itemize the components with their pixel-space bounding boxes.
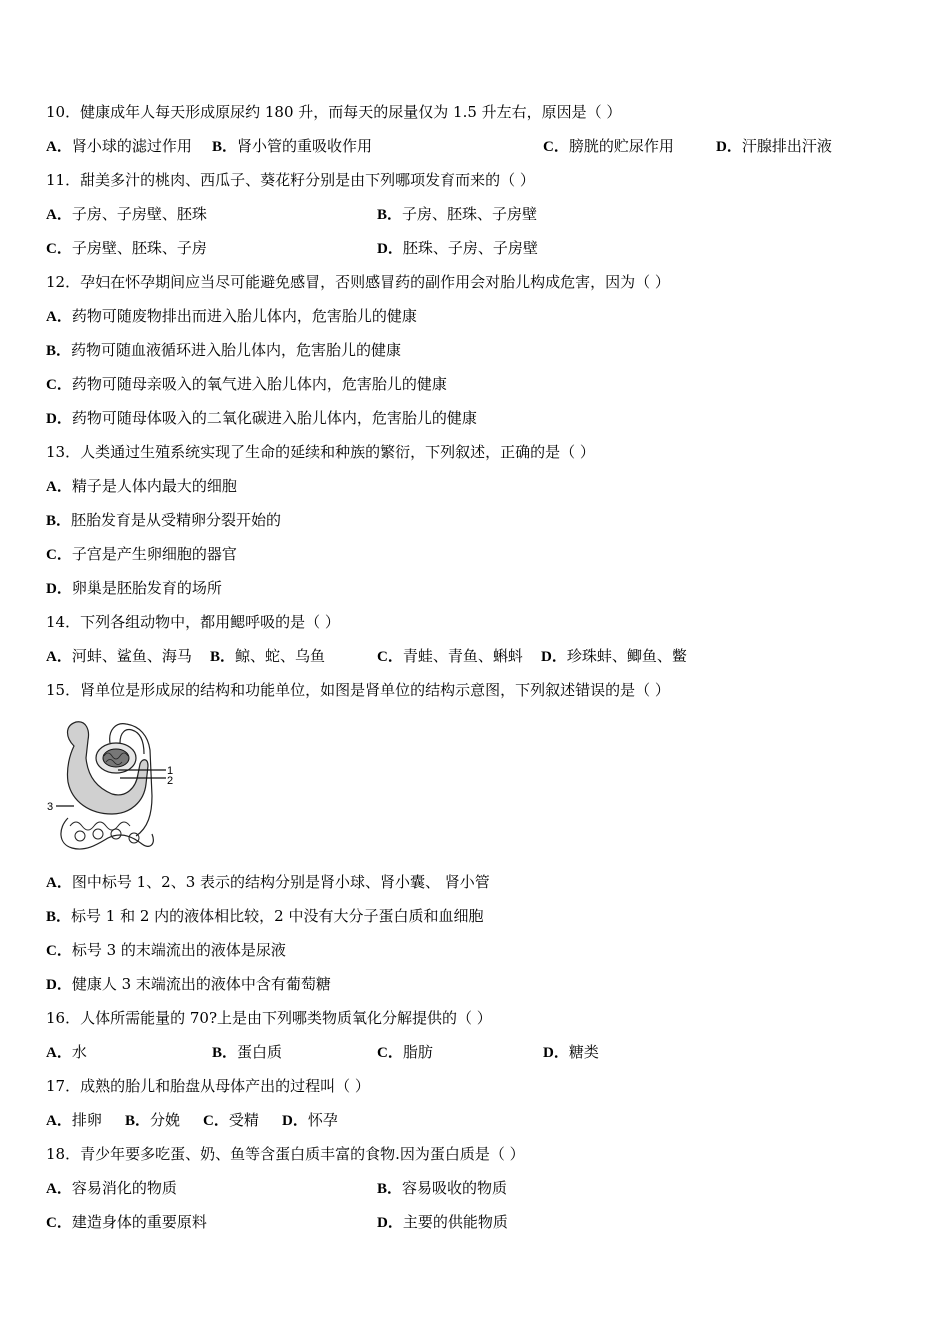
question-15-option-a: [46, 872, 490, 892]
question-14-option-a: [46, 646, 192, 666]
option-text: 容易吸收的物质: [402, 1179, 508, 1197]
option-text: 药物可随血液循环进入胎儿体内，危害胎儿的健康: [71, 341, 402, 359]
option-text: 肾小球的滤过作用: [71, 137, 192, 155]
question-13-option-b: [46, 510, 281, 530]
question-10-option-a: [46, 136, 192, 156]
question-14-option-b: [210, 646, 325, 666]
question-11-option-b: [377, 204, 537, 224]
option-label: B．: [377, 1181, 403, 1197]
question-11-option-c: [46, 238, 207, 258]
option-label: A．: [46, 207, 72, 223]
question-15-option-c: [46, 940, 286, 960]
option-label: B．: [212, 1045, 238, 1061]
option-text: 青蛙、青鱼、蝌蚪: [402, 647, 523, 665]
option-label: A．: [46, 1113, 72, 1129]
option-text: 药物可随母亲吸入的氧气进入胎儿体内，危害胎儿的健康: [71, 375, 447, 393]
question-10-option-d: [716, 136, 832, 156]
option-label: A．: [46, 1045, 72, 1061]
option-label: B．: [46, 909, 72, 925]
option-text: 药物可随母体吸入的二氧化碳进入胎儿体内，危害胎儿的健康: [71, 409, 477, 427]
nephron-diagram: [46, 718, 176, 856]
option-text: 膀胱的贮尿作用: [568, 137, 674, 155]
option-label: C．: [46, 1215, 72, 1231]
option-label: A．: [46, 1181, 72, 1197]
option-text: 建造身体的重要原料: [71, 1213, 207, 1231]
question-14-option-c: [377, 646, 523, 666]
option-label: D．: [377, 1215, 403, 1231]
question-18-stem: 18．青少年要多吃蛋、奶、鱼等含蛋白质丰富的食物.因为蛋白质是（ ）: [46, 1145, 525, 1163]
option-label: D．: [377, 241, 403, 257]
question-13-option-a: [46, 476, 237, 496]
capillary-coils: [70, 822, 130, 830]
option-label: A．: [46, 875, 72, 891]
option-text: 汗腺排出汗液: [741, 137, 832, 155]
option-text: 胚珠、子房、子房壁: [402, 239, 538, 257]
option-text: 珍珠蚌、鲫鱼、鳖: [566, 647, 687, 665]
question-12-option-d: [46, 408, 477, 428]
question-17-option-d: [282, 1110, 338, 1130]
option-text: 容易消化的物质: [71, 1179, 177, 1197]
option-label: D．: [541, 649, 567, 665]
question-16-stem: 16．人体所需能量的 70?上是由下列哪类物质氧化分解提供的（ ）: [46, 1009, 492, 1027]
option-text: 受精: [228, 1111, 259, 1129]
question-11-option-d: [377, 238, 538, 258]
question-17-option-b: [125, 1110, 180, 1130]
option-text: 卵巢是胚胎发育的场所: [71, 579, 222, 597]
question-18-option-b: [377, 1178, 507, 1198]
option-text: 药物可随废物排出而进入胎儿体内，危害胎儿的健康: [71, 307, 417, 325]
option-label: A．: [46, 309, 72, 325]
option-label: B．: [125, 1113, 151, 1129]
question-16-option-b: [212, 1042, 282, 1062]
option-label: A．: [46, 479, 72, 495]
option-text: 精子是人体内最大的细胞: [71, 477, 237, 495]
option-label: D．: [543, 1045, 569, 1061]
question-18-option-a: [46, 1178, 177, 1198]
option-label: C．: [203, 1113, 229, 1129]
option-label: B．: [46, 343, 72, 359]
option-label: D．: [46, 411, 72, 427]
option-label: B．: [46, 513, 72, 529]
option-label: B．: [210, 649, 236, 665]
question-17-stem: 17．成熟的胎儿和胎盘从母体产出的过程叫（ ）: [46, 1077, 370, 1095]
option-label: D．: [716, 139, 742, 155]
figure-label-2: 2: [167, 775, 174, 787]
capillary-loop-4: [129, 833, 139, 843]
question-17-option-a: [46, 1110, 102, 1130]
option-text: 排卵: [71, 1111, 102, 1129]
capillary-loop-2: [93, 829, 103, 839]
option-label: D．: [46, 581, 72, 597]
option-text: 分娩: [150, 1111, 181, 1129]
figure-label-3: 3: [47, 801, 54, 813]
question-10-option-b: [212, 136, 372, 156]
option-text: 子宫是产生卵细胞的器官: [71, 545, 237, 563]
option-text: 糖类: [568, 1043, 599, 1061]
capillary-loop-3: [111, 829, 121, 839]
option-label: C．: [377, 1045, 403, 1061]
question-13-option-c: [46, 544, 237, 564]
option-text: 图中标号 1、2、3 表示的结构分别是肾小球、肾小囊、 肾小管: [71, 873, 490, 891]
question-16-option-c: [377, 1042, 433, 1062]
question-12-option-b: [46, 340, 401, 360]
question-15-option-b: [46, 906, 484, 926]
option-text: 子房、子房壁、胚珠: [71, 205, 207, 223]
question-16-option-a: [46, 1042, 87, 1062]
question-13-stem: 13．人类通过生殖系统实现了生命的延续和种族的繁衍，下列叙述，正确的是（ ）: [46, 443, 595, 461]
option-label: C．: [543, 139, 569, 155]
option-label: C．: [46, 241, 72, 257]
option-label: C．: [46, 547, 72, 563]
option-text: 脂肪: [402, 1043, 433, 1061]
option-text: 子房、胚珠、子房壁: [402, 205, 538, 223]
option-label: C．: [377, 649, 403, 665]
option-label: D．: [282, 1113, 308, 1129]
option-text: 主要的供能物质: [402, 1213, 508, 1231]
question-16-option-d: [543, 1042, 599, 1062]
option-text: 蛋白质: [237, 1043, 283, 1061]
option-label: D．: [46, 977, 72, 993]
option-text: 标号 3 的末端流出的液体是尿液: [71, 941, 286, 959]
option-text: 健康人 3 末端流出的液体中含有葡萄糖: [71, 975, 331, 993]
option-label: C．: [46, 943, 72, 959]
option-text: 标号 1 和 2 内的液体相比较，2 中没有大分子蛋白质和血细胞: [71, 907, 484, 925]
question-18-option-c: [46, 1212, 207, 1232]
question-10-option-c: [543, 136, 674, 156]
option-label: C．: [46, 377, 72, 393]
option-text: 肾小管的重吸收作用: [237, 137, 373, 155]
question-14-option-d: [541, 646, 687, 666]
option-text: 河蚌、鲨鱼、海马: [71, 647, 192, 665]
question-11-stem: 11．甜美多汁的桃肉、西瓜子、葵花籽分别是由下列哪项发育而来的（ ）: [46, 171, 535, 189]
option-label: B．: [212, 139, 238, 155]
option-text: 胚胎发育是从受精卵分裂开始的: [71, 511, 282, 529]
option-text: 鲸、蛇、乌鱼: [235, 647, 326, 665]
option-label: B．: [377, 207, 403, 223]
question-10-stem: 10．健康成年人每天形成原尿约 180 升，而每天的尿量仅为 1.5 升左右，原因是（ ）: [46, 103, 622, 121]
question-15-option-d: [46, 974, 331, 994]
option-text: 怀孕: [307, 1111, 338, 1129]
question-12-option-a: [46, 306, 417, 326]
capillary-loop-1: [75, 831, 85, 841]
option-label: A．: [46, 139, 72, 155]
question-13-option-d: [46, 578, 222, 598]
option-text: 子房壁、胚珠、子房: [71, 239, 207, 257]
question-14-stem: 14．下列各组动物中，都用鳃呼吸的是（ ）: [46, 613, 340, 631]
question-18-option-d: [377, 1212, 508, 1232]
question-17-option-c: [203, 1110, 259, 1130]
question-11-option-a: [46, 204, 207, 224]
option-label: A．: [46, 649, 72, 665]
option-text: 水: [71, 1043, 87, 1061]
question-12-option-c: [46, 374, 447, 394]
question-12-stem: 12．孕妇在怀孕期间应当尽可能避免感冒，否则感冒药的副作用会对胎儿构成危害，因为（ ）: [46, 273, 670, 291]
question-15-stem: 15．肾单位是形成尿的结构和功能单位，如图是肾单位的结构示意图，下列叙述错误的是（ ）: [46, 681, 670, 699]
figure-label-1: 1: [167, 765, 174, 777]
